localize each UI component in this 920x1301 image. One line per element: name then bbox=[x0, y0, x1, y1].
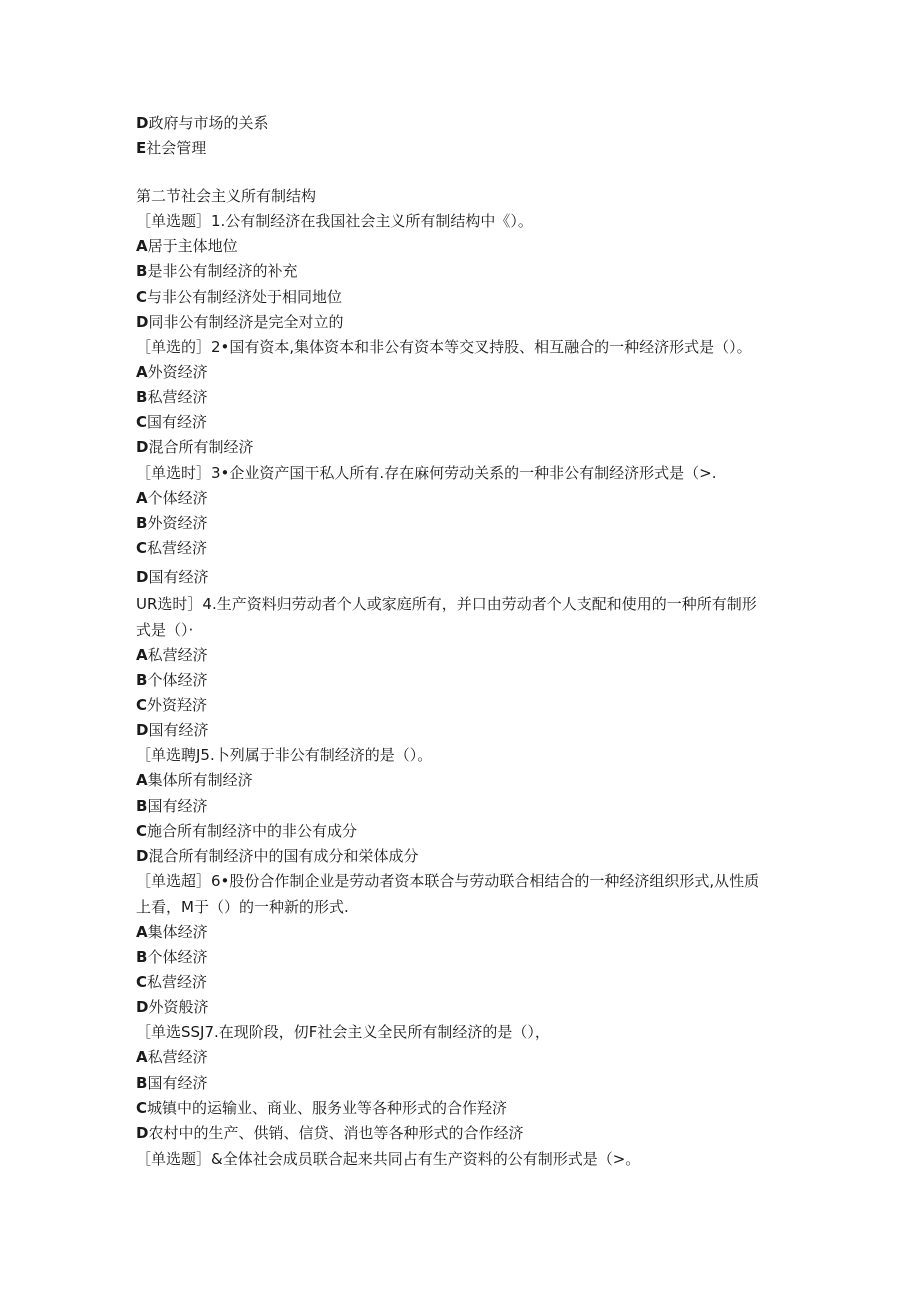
option-line bbox=[136, 1073, 207, 1093]
option-letter: B bbox=[136, 948, 148, 966]
question-text: 式是（）· bbox=[136, 621, 194, 639]
option-letter: C bbox=[136, 288, 148, 306]
option-text: 是非公有制经济的补充 bbox=[147, 262, 298, 280]
option-text: 国有经济 bbox=[148, 568, 209, 586]
option-letter: C bbox=[136, 1099, 148, 1117]
option-text: 国有经济 bbox=[147, 1074, 208, 1092]
question-line bbox=[136, 211, 533, 231]
option-text: 施合所有制经济中的非公有成分 bbox=[147, 822, 358, 840]
option-text: 集体所有制经济 bbox=[147, 771, 253, 789]
option-line bbox=[136, 695, 207, 715]
option-line bbox=[136, 997, 208, 1017]
option-letter: C bbox=[136, 822, 148, 840]
option-line bbox=[136, 113, 268, 133]
option-letter: B bbox=[136, 671, 148, 689]
option-letter: D bbox=[136, 568, 149, 586]
option-line bbox=[136, 821, 357, 841]
question-line bbox=[136, 1149, 640, 1169]
option-letter: D bbox=[136, 721, 149, 739]
option-text: 城镇中的运输业、商业、服务业等各种形式的合作羟济 bbox=[147, 1099, 508, 1117]
option-line bbox=[136, 287, 342, 307]
option-letter: B bbox=[136, 797, 148, 815]
question-line bbox=[136, 594, 757, 614]
option-line bbox=[136, 846, 418, 866]
option-letter: A bbox=[136, 646, 148, 664]
option-text: 个体经济 bbox=[147, 489, 208, 507]
option-text: 私营经济 bbox=[147, 646, 208, 664]
option-letter: E bbox=[136, 139, 147, 157]
option-line bbox=[136, 387, 207, 407]
option-line bbox=[136, 1123, 523, 1143]
option-letter: D bbox=[136, 1124, 149, 1142]
option-text: 私营经济 bbox=[147, 539, 208, 557]
question-line-continued bbox=[136, 897, 349, 917]
option-letter: B bbox=[136, 514, 148, 532]
option-line bbox=[136, 538, 207, 558]
option-text: 国有经济 bbox=[147, 413, 208, 431]
option-letter: D bbox=[136, 998, 149, 1016]
option-letter: D bbox=[136, 313, 149, 331]
option-line bbox=[136, 362, 208, 382]
option-text: 个体经济 bbox=[147, 671, 208, 689]
question-text: 上看，M于（）的一种新的形式. bbox=[136, 898, 349, 916]
section-heading-text: 第二节社会主义所有制结构 bbox=[136, 187, 317, 205]
option-letter: A bbox=[136, 237, 148, 255]
question-line bbox=[136, 745, 432, 765]
question-line bbox=[136, 463, 717, 483]
option-letter: C bbox=[136, 696, 148, 714]
question-text: ［单选聘J5.卜列属于非公有制经济的是（）。 bbox=[136, 746, 433, 764]
option-letter: D bbox=[136, 438, 149, 456]
option-text: 外资羟济 bbox=[147, 696, 208, 714]
option-line bbox=[136, 312, 343, 332]
option-text: 混合所有制经济 bbox=[148, 438, 254, 456]
option-line bbox=[136, 236, 238, 256]
question-line-continued bbox=[136, 620, 193, 640]
option-line bbox=[136, 972, 207, 992]
option-line bbox=[136, 947, 207, 967]
question-text: ［单选的］2•国有资本,集体资本和非公有资本等交叉持股、相互融合的一种经济形式是（）。 bbox=[136, 338, 752, 356]
option-text: 集体经济 bbox=[147, 923, 208, 941]
option-letter: C bbox=[136, 539, 148, 557]
option-text: 居于主体地位 bbox=[147, 237, 238, 255]
option-line bbox=[136, 412, 207, 432]
option-text: 政府与市场的关系 bbox=[148, 114, 269, 132]
option-text: 国有经济 bbox=[148, 721, 209, 739]
question-text: ［单选时］3•企业资产国干私人所有.存在麻何劳动关系的一种非公有制经济形式是（>. bbox=[136, 464, 717, 482]
option-line bbox=[136, 488, 208, 508]
option-text: 私营经济 bbox=[147, 973, 208, 991]
option-letter: A bbox=[136, 771, 148, 789]
option-line bbox=[136, 261, 297, 281]
option-line bbox=[136, 513, 207, 533]
question-line bbox=[136, 871, 759, 891]
option-line bbox=[136, 437, 253, 457]
option-text: 外资经济 bbox=[147, 514, 208, 532]
option-text: 私营经济 bbox=[147, 388, 208, 406]
option-line bbox=[136, 645, 208, 665]
option-letter: A bbox=[136, 1048, 148, 1066]
option-letter: A bbox=[136, 363, 148, 381]
option-letter: D bbox=[136, 847, 149, 865]
option-letter: B bbox=[136, 1074, 148, 1092]
question-text: ［单选超］6•股份合作制企业是劳动者资本联合与劳动联合相结合的一种经济组织形式,从性质 bbox=[136, 872, 760, 890]
option-letter: C bbox=[136, 973, 148, 991]
option-letter: A bbox=[136, 489, 148, 507]
question-line bbox=[136, 1022, 550, 1042]
option-letter: C bbox=[136, 413, 148, 431]
question-text: ［单选题］1.公有制经济在我国社会主义所有制结构中《）。 bbox=[136, 212, 533, 230]
question-text: ［单选SSJ7.在现阶段，仞F社会主义全民所有制经济的是（）， bbox=[136, 1023, 550, 1041]
option-letter: B bbox=[136, 262, 148, 280]
option-line bbox=[136, 1047, 208, 1067]
option-line bbox=[136, 720, 208, 740]
option-letter: A bbox=[136, 923, 148, 941]
option-letter: B bbox=[136, 388, 148, 406]
option-line bbox=[136, 1098, 507, 1118]
option-text: 私营经济 bbox=[147, 1048, 208, 1066]
option-text: 个体经济 bbox=[147, 948, 208, 966]
option-text: 国有经济 bbox=[147, 797, 208, 815]
option-text: 同非公有制经济是完全对立的 bbox=[148, 313, 344, 331]
question-text: ［单选题］&全体社会成员联合起来共同占有生产资料的公有制形式是（>。 bbox=[136, 1150, 641, 1168]
question-line bbox=[136, 337, 752, 357]
option-line bbox=[136, 138, 206, 158]
option-line bbox=[136, 567, 208, 587]
question-text: UR选时］4.生产资料归劳动者个人或家庭所有，并口由劳动者个人支配和使用的一种所有制形 bbox=[136, 595, 757, 613]
option-line bbox=[136, 770, 253, 790]
option-letter: D bbox=[136, 114, 149, 132]
option-text: 农村中的生产、供销、信贷、消也等各种形式的合作经济 bbox=[148, 1124, 524, 1142]
option-text: 外资经济 bbox=[147, 363, 208, 381]
option-line bbox=[136, 670, 207, 690]
option-line bbox=[136, 922, 208, 942]
option-text: 与非公有制经济处于相同地位 bbox=[147, 288, 343, 306]
option-line bbox=[136, 796, 207, 816]
option-text: 社会管理 bbox=[146, 139, 207, 157]
section-heading bbox=[136, 186, 316, 206]
option-text: 外资般济 bbox=[148, 998, 209, 1016]
option-text: 混合所有制经济中的国有成分和栄体成分 bbox=[148, 847, 419, 865]
